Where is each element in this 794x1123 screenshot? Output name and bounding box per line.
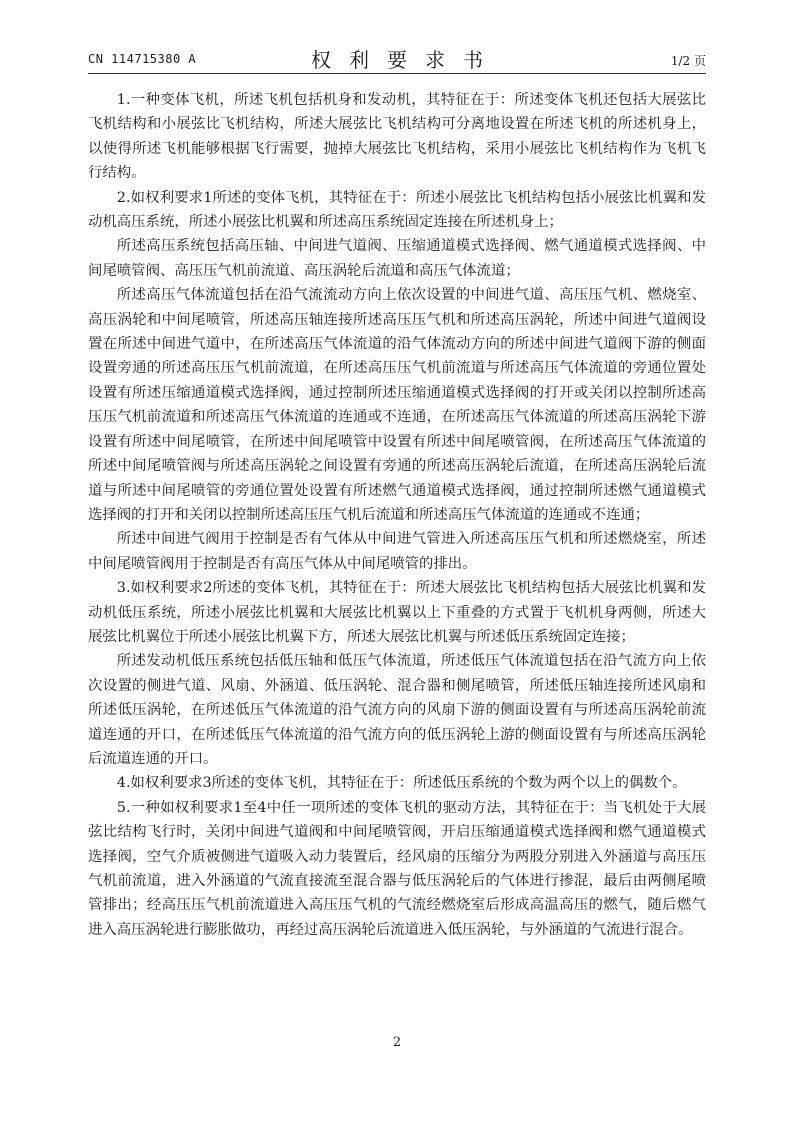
- header-divider: [88, 73, 706, 74]
- claim-2-paragraph: 所述中间进气阀用于控制是否有气体从中间进气管进入所述高压压气机和所述燃烧室，所述中间尾喷管阀用于控制是否有高压气体从中间尾喷管的排出。: [88, 531, 706, 572]
- claim-2-paragraph: 所述高压气体流道包括在沿气流流动方向上依次设置的中间进气道、高压压气机、燃烧室、高压涡轮和中间尾喷管，所述高压轴连接所述高压压气机和所述高压涡轮，所述中间进气道阀设置在所述中间进气道中，在所述高压气体流道的沿气体流动方向的所述中间进气道阀下游的侧面设置旁通的所述高压压气机前流道，在所述高压压气机前流道与所述高压气体流道的旁通位置处设置有所述压缩通道模式选择阀，通过控制所述压缩通道模式选择阀的打开或关闭以控制所述高压压气机前流道和所述高压气体流道的连通或不连通，在所述高压气体流道的所述高压涡轮下游设置有所述中间尾喷管，在所述中间尾喷管中设置有所述中间尾喷管阀，在所述高压气体流道的所述中间尾喷管阀与所述高压涡轮之间设置有旁通的所述高压涡轮后流道，在所述高压涡轮后流道与所述中间尾喷管的旁通位置处设置有所述燃气通道模式选择阀，通过控制所述燃气通道模式选择阀的打开和关闭以控制所述高压压气机后流道和所述高压气体流道的连通或不连通；: [88, 287, 706, 523]
- claims-body: [88, 88, 706, 942]
- claim-4: 4.如权利要求3所述的变体飞机，其特征在于：所述低压系统的个数为两个以上的偶数个。: [116, 775, 687, 792]
- page-number: 2: [392, 1035, 402, 1050]
- claim-1: 1.一种变体飞机，所述飞机包括机身和发动机，其特征在于：所述变体飞机还包括大展弦比飞机结构和小展弦比飞机结构，所述大展弦比飞机结构可分离地设置在所述飞机的所述机身上，以使得所述飞机能够根据飞行需要，抛掉大展弦比飞机结构，采用小展弦比飞机结构作为飞机飞行结构。: [88, 92, 706, 182]
- claim-5: 5.一种如权利要求1至4中任一项所述的变体飞机的驱动方法，其特征在于：当飞机处于大展弦比结构飞行时，关闭中间进气道阀和中间尾喷管阀，开启压缩通道模式选择阀和燃气通道模式选择阀，空气介质被侧进气道吸入动力装置后，经风扇的压缩分为两股分别进入外涵道与高压压气机前流道，进入外涵道的气流直接流至混合器与低压涡轮后的气体进行掺混，最后由两侧尾喷管排出；经高压压气机前流道进入高压压气机的气流经燃烧室后形成高温高压的燃气，随后燃气进入高压涡轮进行膨胀做功，再经过高压涡轮后流道进入低压涡轮，与外涵道的气流进行混合。: [88, 799, 706, 938]
- page-counter: 1/2 页: [670, 54, 706, 68]
- page-header: [88, 44, 706, 72]
- claim-3: 3.如权利要求2所述的变体飞机，其特征在于：所述大展弦比飞机结构包括大展弦比机翼和发动机低压系统，所述小展弦比机翼和大展弦比机翼以上下重叠的方式置于飞机机身两侧，所述大展弦比机翼位于所述小展弦比机翼下方，所述大展弦比机翼与所述低压系统固定连接；: [88, 580, 706, 645]
- claim-2-paragraph: 所述高压系统包括高压轴、中间进气道阀、压缩通道模式选择阀、燃气通道模式选择阀、中间尾喷管阀、高压压气机前流道、高压涡轮后流道和高压气体流道；: [88, 238, 706, 279]
- patent-number: CN 114715380 A: [88, 52, 197, 66]
- claim-2: 2.如权利要求1所述的变体飞机，其特征在于：所述小展弦比飞机结构包括小展弦比机翼和发动机高压系统，所述小展弦比机翼和所述高压系统固定连接在所述机身上；: [88, 189, 706, 231]
- document-title: 权利要求书: [311, 48, 501, 72]
- claim-3-paragraph: 所述发动机低压系统包括低压轴和低压气体流道，所述低压气体流道包括在沿气流方向上依次设置的侧进气道、风扇、外涵道、低压涡轮、混合器和侧尾喷管，所述低压轴连接所述风扇和所述低压涡轮，在所述低压气体流道的沿气流方向的风扇下游的侧面设置有与所述高压涡轮前流道连通的开口，在所述低压气体流道的沿气流方向的低压涡轮上游的侧面设置有与所述高压涡轮后流道连通的开口。: [88, 653, 706, 767]
